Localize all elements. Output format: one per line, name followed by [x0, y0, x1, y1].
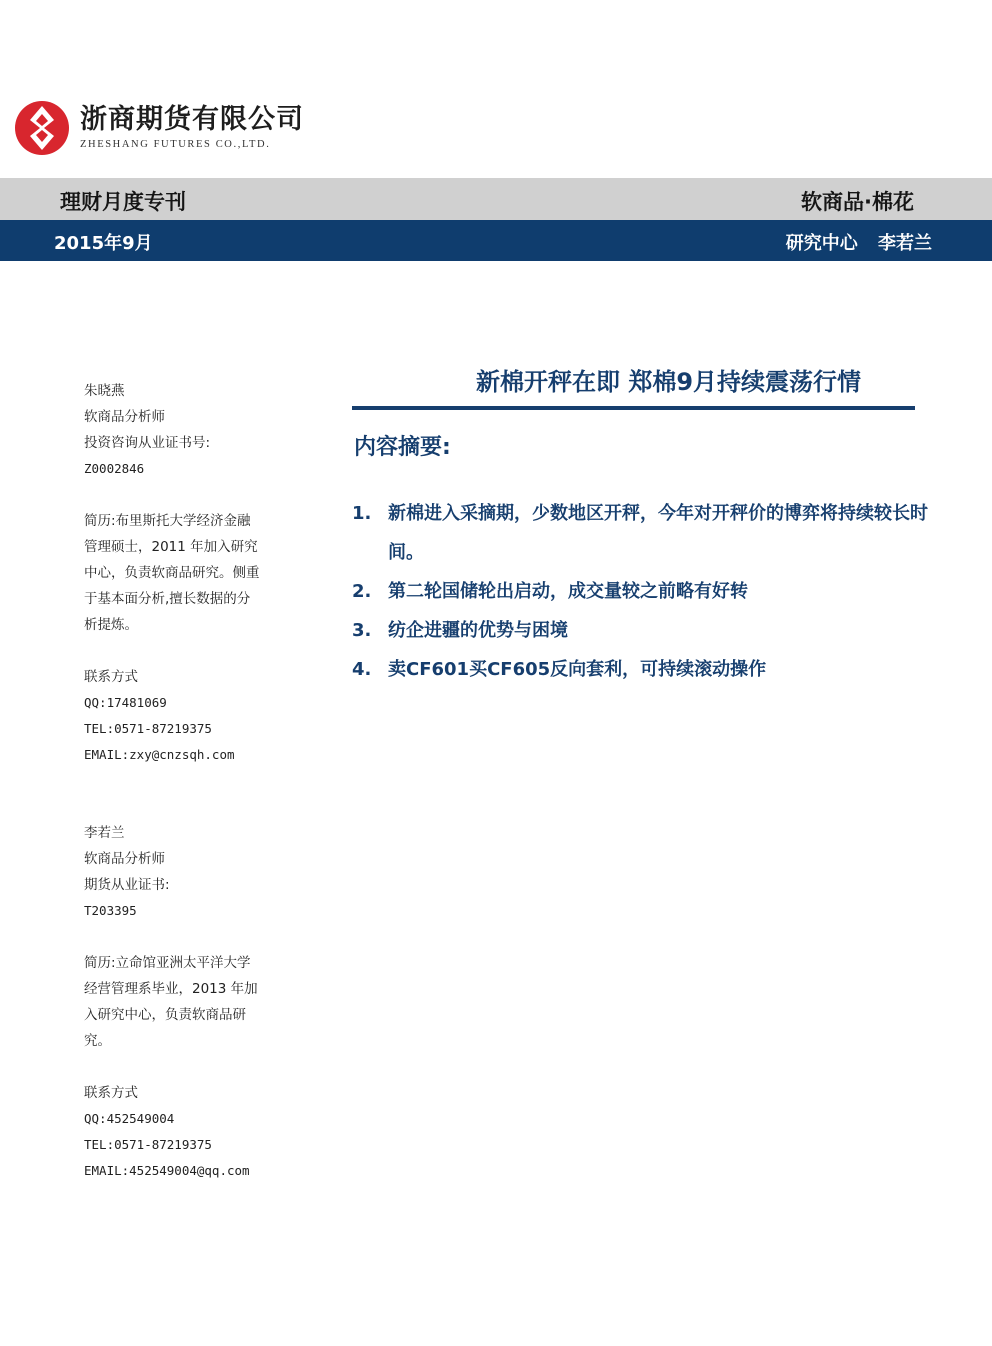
- analyst-role: 软商品分析师: [84, 851, 165, 867]
- summary-points: [352, 494, 932, 689]
- summary-point: [352, 494, 932, 572]
- point-number: 1.: [352, 503, 372, 524]
- email-link[interactable]: EMAIL:zxy@cnzsqh.com: [84, 747, 235, 762]
- company-logo: [14, 100, 304, 156]
- category-label: 软商品·棉花: [801, 190, 914, 214]
- company-name-en: ZHESHANG FUTURES CO.,LTD.: [80, 139, 271, 150]
- point-number: 2.: [352, 581, 372, 602]
- analyst-role: 软商品分析师: [84, 409, 165, 425]
- point-text: 卖CF601买CF605反向套利，可持续滚动操作: [388, 659, 767, 680]
- contact-label: 联系方式: [84, 1085, 138, 1101]
- point-text: 新棉进入采摘期，少数地区开秤，今年对开秤价的博弈将持续较长时间。: [388, 503, 928, 563]
- bio-line: 简历:立命馆亚洲太平洋大学: [84, 955, 251, 971]
- bio-line: 经营管理系毕业，2013 年加: [84, 981, 258, 997]
- analyst-sidebar: [84, 378, 284, 1184]
- bio-line: 中心，负责软商品研究。侧重: [84, 565, 260, 581]
- summary-heading: 内容摘要:: [354, 435, 451, 460]
- title-divider: [352, 406, 915, 410]
- bio-line: 于基本面分析,擅长数据的分: [84, 591, 251, 607]
- issue-date: 2015年9月: [54, 233, 153, 254]
- tel-contact: TEL:0571-87219375: [84, 721, 212, 736]
- point-number: 4.: [352, 659, 372, 680]
- analyst-name: 朱晓燕: [84, 383, 125, 399]
- analyst-name: 李若兰: [84, 825, 125, 841]
- cert-label: 投资咨询从业证书号:: [84, 435, 211, 451]
- point-text: 第二轮国储轮出启动，成交量较之前略有好转: [388, 581, 748, 602]
- bio-line: 究。: [84, 1033, 111, 1049]
- bio-line: 管理硕士，2011 年加入研究: [84, 539, 258, 555]
- dept-author: 研究中心 李若兰: [785, 233, 932, 254]
- publication-name: 理财月度专刊: [60, 190, 186, 214]
- header-blue-band: [0, 220, 992, 261]
- qq-contact: QQ:17481069: [84, 695, 167, 710]
- bio-line: 入研究中心，负责软商品研: [84, 1007, 246, 1023]
- bio-line: 简历:布里斯托大学经济金融: [84, 513, 251, 529]
- cert-number: T203395: [84, 903, 137, 918]
- summary-point: [352, 572, 932, 611]
- point-text: 纺企进疆的优势与困境: [388, 620, 568, 641]
- report-title: 新棉开秤在即 郑棉9月持续震荡行情: [475, 368, 862, 396]
- analyst-profile: [84, 378, 284, 768]
- analyst-profile: [84, 820, 284, 1184]
- summary-point: [352, 650, 932, 689]
- bio-line: 析提炼。: [84, 617, 138, 633]
- contact-label: 联系方式: [84, 669, 138, 685]
- company-name-cn: 浙商期货有限公司: [80, 104, 304, 135]
- summary-point: [352, 611, 932, 650]
- tel-contact: TEL:0571-87219375: [84, 1137, 212, 1152]
- email-link[interactable]: EMAIL:452549004@qq.com: [84, 1163, 250, 1178]
- cert-label: 期货从业证书:: [84, 877, 170, 893]
- cert-number: Z0002846: [84, 461, 145, 476]
- header-gray-band: [0, 178, 992, 220]
- qq-contact: QQ:452549004: [84, 1111, 175, 1126]
- point-number: 3.: [352, 620, 372, 641]
- zheshang-logo-icon: [14, 100, 70, 156]
